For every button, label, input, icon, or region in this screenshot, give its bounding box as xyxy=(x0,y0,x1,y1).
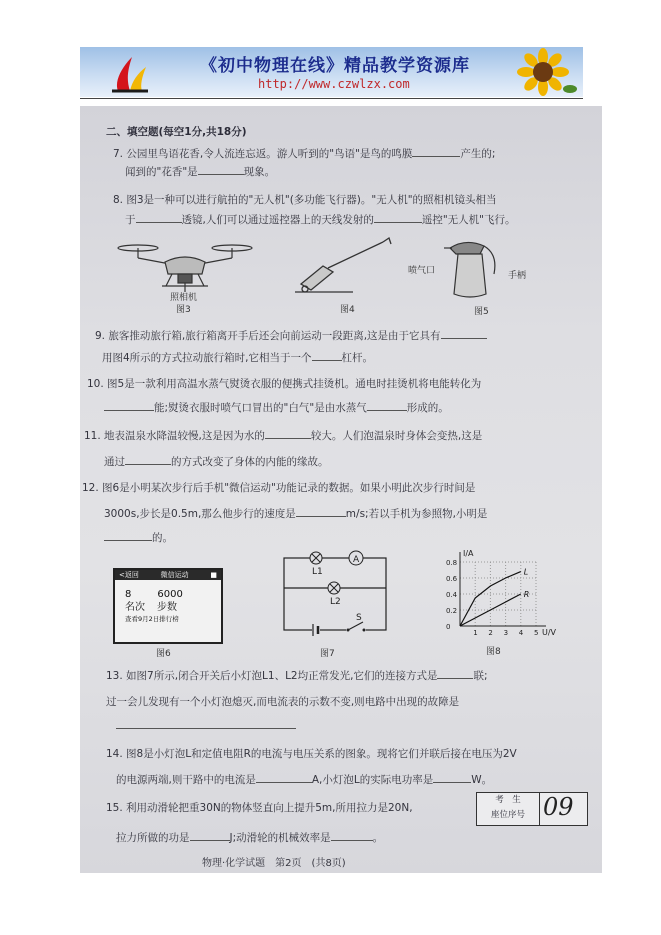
q8-blank2[interactable] xyxy=(374,212,422,223)
q8-text2b: 透镜,人们可以通过遥控器上的天线发射的 xyxy=(181,214,374,226)
q9-text2b: 杠杆。 xyxy=(341,352,374,364)
fig5-handle-label: 手柄 xyxy=(508,271,527,281)
q11-line1 xyxy=(84,428,482,443)
q8-line2 xyxy=(125,212,516,227)
q12-blank2[interactable] xyxy=(104,530,152,541)
seat-label xyxy=(477,793,540,825)
q12-text3b: 的。 xyxy=(152,532,173,544)
q8-text2a: 于 xyxy=(125,214,136,226)
q9-line2 xyxy=(102,350,373,365)
q7-text1: 7. 公园里鸟语花香,令人流连忘返。游人听到的"鸟语"是鸟的鸣膜 xyxy=(113,148,413,160)
header-banner xyxy=(80,47,583,97)
logo-icon xyxy=(110,51,150,93)
q9-text2: 用图4所示的方式拉动旅行箱时,它相当于一个 xyxy=(102,352,312,364)
q14-text2b: A,小灯泡L的实际电功率是 xyxy=(311,774,434,786)
section-heading: 二、填空题(每空1分,共18分) xyxy=(106,126,247,138)
steamer-figure xyxy=(436,234,516,302)
q15-text2c: 。 xyxy=(372,832,384,844)
header-rule xyxy=(80,98,583,99)
phone-rank-label: 名次 xyxy=(125,602,145,613)
seat-label-line2: 座位序号 xyxy=(490,810,525,820)
fig8-caption: 图8 xyxy=(486,647,501,657)
q7-blank2[interactable] xyxy=(198,164,244,175)
x-tick-label-0: 1 xyxy=(473,629,478,637)
phone-title: 微信运动 xyxy=(160,571,189,579)
q8-blank1[interactable] xyxy=(136,212,182,223)
y-tick-label-4: 0 xyxy=(446,623,451,631)
q9-blank2[interactable] xyxy=(312,350,342,361)
x-tick-label-2: 3 xyxy=(503,629,509,637)
q11-text2: 通过 xyxy=(104,456,125,468)
q11-line2 xyxy=(104,454,329,469)
sunflower-icon xyxy=(510,49,576,95)
q15-text2b: J;动滑轮的机械效率是 xyxy=(229,832,331,844)
fig3-caption: 图3 xyxy=(176,305,191,315)
q13-text1b: 联; xyxy=(473,670,488,682)
x-axis-label: U/V xyxy=(542,628,557,637)
q13-text1: 13. 如图7所示,闭合开关后小灯泡L1、L2均正常发光,它们的连接方式是 xyxy=(106,670,438,682)
q10-blank1[interactable] xyxy=(104,400,154,411)
q13-blank1[interactable] xyxy=(437,668,473,679)
q7-text2: 闻到的"花香"是 xyxy=(125,166,198,178)
lamp-L1-icon xyxy=(310,552,322,564)
seat-number: 09 xyxy=(543,793,574,821)
fig5-nozzle-label: 喷气口 xyxy=(408,266,436,276)
series-label-L: L xyxy=(523,567,529,577)
q7-line2 xyxy=(125,164,275,179)
q11-text2b: 的方式改变了身体的内能的缘故。 xyxy=(171,456,329,468)
iv-graph xyxy=(442,548,557,640)
q11-blank2[interactable] xyxy=(125,454,171,465)
x-tick-label-4: 5 xyxy=(534,629,539,637)
q15-blank1[interactable] xyxy=(190,830,230,841)
q15-blank2[interactable] xyxy=(331,830,373,841)
label-L2: L2 xyxy=(330,597,341,607)
banner-url[interactable]: http://www.czwlzx.com xyxy=(258,77,410,91)
y-tick-label-2: 0.4 xyxy=(446,591,458,599)
banner-title: 《初中物理在线》精品教学资源库 xyxy=(200,56,470,76)
circuit-diagram xyxy=(276,552,396,638)
q8-line1: 8. 图3是一种可以进行航拍的"无人机"(多功能飞行器)。"无人机"的照相机镜头相当 xyxy=(113,194,497,206)
q9-line1 xyxy=(95,328,487,343)
label-S: S xyxy=(356,613,362,623)
phone-rank: 8 xyxy=(125,589,132,600)
phone-labels-row xyxy=(115,601,221,614)
q15-line2 xyxy=(116,830,383,845)
q8-text2c: 遥控"无人机"飞行。 xyxy=(421,214,516,226)
suitcase-figure xyxy=(293,234,397,294)
q10-text2b: 能;熨烫衣服时喷气口冒出的"白气"是由水蒸气 xyxy=(154,402,367,414)
q11-text1b: 较大。人们泡温泉时身体会变热,这是 xyxy=(310,430,483,442)
y-tick-label-3: 0.2 xyxy=(446,607,458,615)
wechat-phone-screen xyxy=(113,568,223,644)
phone-footer: 查看9月2日排行榜 xyxy=(125,615,179,623)
x-tick-label-3: 4 xyxy=(518,629,524,637)
label-L1: L1 xyxy=(312,567,323,577)
y-tick-label-1: 0.6 xyxy=(446,575,458,583)
q7-line1 xyxy=(113,146,495,161)
phone-title-bar xyxy=(115,570,221,580)
q10-line1: 10. 图5是一款利用高温水蒸气熨烫衣服的便携式挂烫机。通电时挂烫机将电能转化为 xyxy=(87,378,482,390)
q7-text1b: 产生的; xyxy=(460,148,496,160)
fig6-caption: 图6 xyxy=(156,649,171,659)
q14-line1: 14. 图8是小灯泡L和定值电阻R的电流与电压关系的图象。现将它们并联后接在电压为2V xyxy=(106,748,517,760)
q12-text2: 3000s,步长是0.5m,那么他步行的速度是 xyxy=(104,508,296,520)
seat-number-box xyxy=(476,792,588,826)
q9-blank1[interactable] xyxy=(441,328,487,339)
q11-blank1[interactable] xyxy=(265,428,311,439)
q7-blank1[interactable] xyxy=(412,146,460,157)
q10-text2c: 形成的。 xyxy=(406,402,449,414)
q12-line2 xyxy=(104,506,487,521)
q10-line2 xyxy=(104,400,449,415)
fig4-caption: 图4 xyxy=(340,305,355,315)
q10-blank2[interactable] xyxy=(367,400,407,411)
q7-text2b: 现象。 xyxy=(243,166,276,178)
q9-text1: 9. 旅客推动旅行箱,旅行箱离开手后还会向前运动一段距离,这是由于它具有 xyxy=(95,330,441,342)
y-tick-label-0: 0.8 xyxy=(446,559,458,567)
q12-line3 xyxy=(104,530,173,545)
series-label-R: R xyxy=(523,590,530,599)
seat-label-line1: 考 生 xyxy=(495,795,521,805)
q13-blank2[interactable] xyxy=(116,728,296,729)
q13-line1 xyxy=(106,668,488,683)
q13-line2: 过一会儿发现有一个小灯泡熄灭,而电流表的示数不变,则电路中出现的故障是 xyxy=(106,696,460,708)
q11-text1: 11. 地表温泉水降温较慢,这是因为水的 xyxy=(84,430,265,442)
q14-text2c: W。 xyxy=(471,774,493,786)
fig5-caption: 图5 xyxy=(474,307,489,317)
q14-text2: 的电源两端,则干路中的电流是 xyxy=(116,774,256,786)
phone-back: <返回 xyxy=(119,571,139,579)
fig7-caption: 图7 xyxy=(320,649,335,659)
phone-values-row xyxy=(115,588,221,601)
ammeter-label: A xyxy=(353,555,360,565)
q12-text2b: m/s;若以手机为参照物,小明是 xyxy=(345,508,488,520)
phone-steps: 6000 xyxy=(157,589,183,600)
q14-blank2[interactable] xyxy=(433,772,471,783)
switch-icon xyxy=(346,622,366,632)
drone-figure xyxy=(110,234,260,296)
q15-line1: 15. 利用动滑轮把重30N的物体竖直向上提升5m,所用拉力是20N, xyxy=(106,802,413,814)
q12-line1: 12. 图6是小明某次步行后手机"微信运动"功能记录的数据。如果小明此次步行时间是 xyxy=(82,482,476,494)
q12-blank1[interactable] xyxy=(296,506,346,517)
q14-line2 xyxy=(116,772,492,787)
q14-blank1[interactable] xyxy=(256,772,312,783)
y-axis-label: I/A xyxy=(463,549,474,558)
x-tick-label-1: 2 xyxy=(488,629,493,637)
q15-text2: 拉力所做的功是 xyxy=(116,832,190,844)
fig3-camera-label: 照相机 xyxy=(170,293,198,303)
phone-steps-label: 步数 xyxy=(157,602,177,613)
page-footer: 物理·化学试题 第2页 (共8页) xyxy=(202,858,346,869)
battery-icon xyxy=(312,624,320,636)
exam-photo xyxy=(80,106,602,873)
person-icon: ■ xyxy=(210,571,217,579)
lamp-L2-icon xyxy=(328,582,340,594)
